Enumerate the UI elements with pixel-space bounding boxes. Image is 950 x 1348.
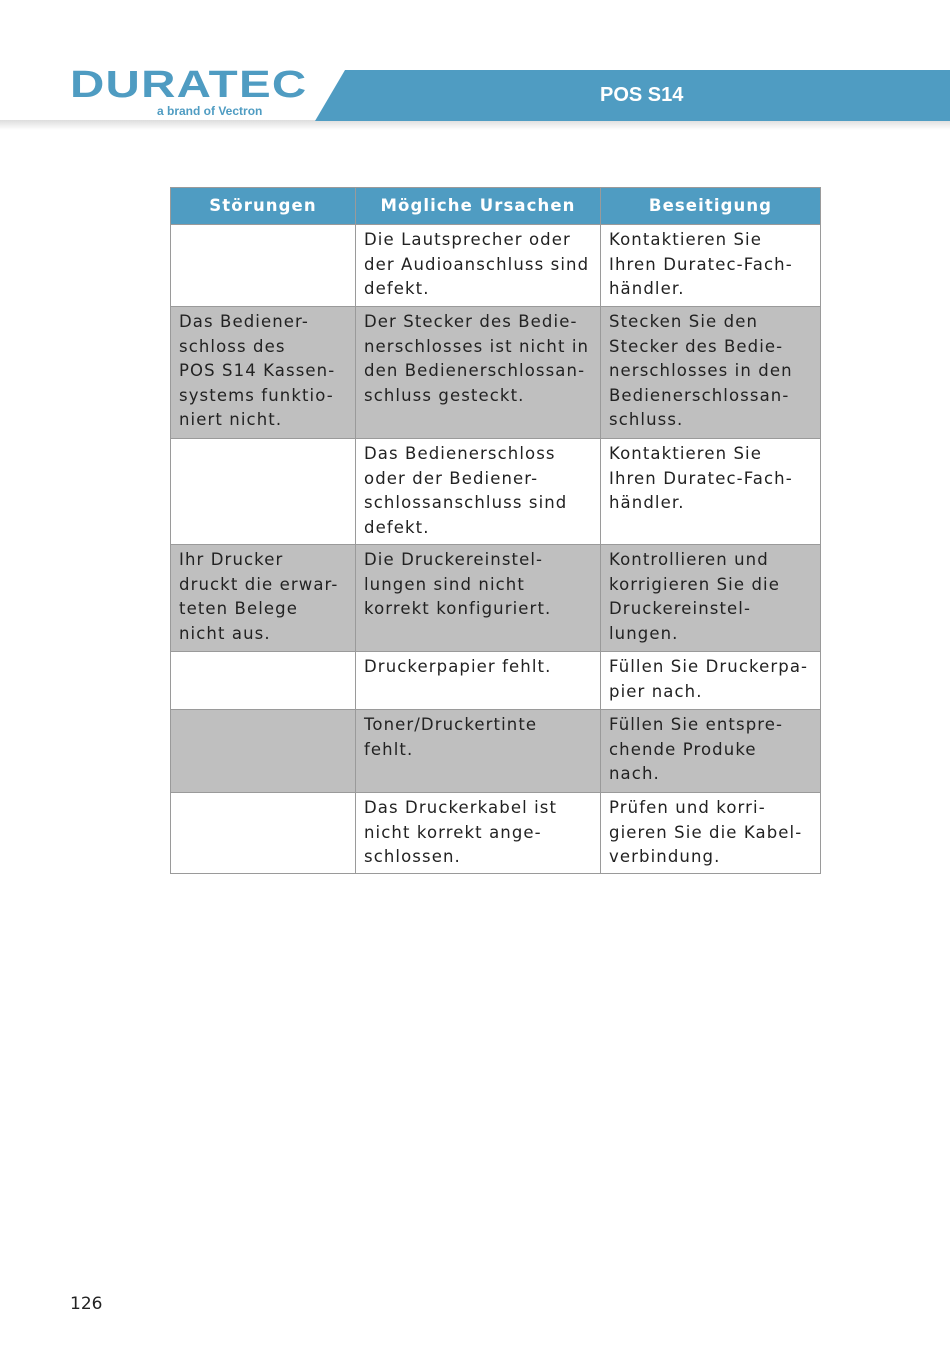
cause-cell: Der Stecker des Bedie- nerschlosses ist nicht in den Bedienerschlossan- schluss gesteckt. [356, 307, 601, 439]
problem-cell [171, 225, 356, 307]
table-row [171, 225, 821, 307]
problem-cell [171, 710, 356, 793]
cause-cell: Das Druckerkabel ist nicht korrekt ange- schlossen. [356, 793, 601, 874]
header-beseitigung: Beseitigung [601, 188, 821, 225]
cause-cell: Das Bedienerschloss oder der Bediener- schlossanschluss sind defekt. [356, 439, 601, 545]
header-shadow [0, 120, 950, 130]
problem-cell: Ihr Drucker druckt die erwar- teten Belege nicht aus. [171, 545, 356, 652]
problem-cell [171, 793, 356, 874]
table-row [171, 652, 821, 710]
table-header-row [171, 188, 821, 225]
troubleshooting-table [170, 187, 821, 874]
solution-cell: Kontaktieren Sie Ihren Duratec-Fach- händler. [601, 225, 821, 307]
cause-cell: Die Druckereinstel- lungen sind nicht korrekt konfiguriert. [356, 545, 601, 652]
brand-tagline: a brand of Vectron [157, 104, 263, 118]
table-row [171, 545, 821, 652]
table-row [171, 439, 821, 545]
cause-cell: Die Lautsprecher oder der Audioanschluss sind defekt. [356, 225, 601, 307]
solution-cell: Füllen Sie Druckerpa- pier nach. [601, 652, 821, 710]
table-row [171, 793, 821, 874]
problem-cell: Das Bediener- schloss des POS S14 Kassen- systems funktio- niert nicht. [171, 307, 356, 439]
problem-cell [171, 652, 356, 710]
duratec-logo: DURATEC [70, 64, 308, 106]
page-number: 126 [70, 1294, 103, 1314]
solution-cell: Kontrollieren und korrigieren Sie die Druckereinstel- lungen. [601, 545, 821, 652]
solution-cell: Füllen Sie entspre- chende Produke nach. [601, 710, 821, 793]
solution-cell: Kontaktieren Sie Ihren Duratec-Fach- händler. [601, 439, 821, 545]
page-title: POS S14 [600, 84, 684, 106]
header-stoerungen: Störungen [171, 188, 356, 225]
problem-cell [171, 439, 356, 545]
solution-cell: Prüfen und korri- gieren Sie die Kabel- verbindung. [601, 793, 821, 874]
cause-cell: Toner/Druckertinte fehlt. [356, 710, 601, 793]
solution-cell: Stecken Sie den Stecker des Bedie- nerschlosses in den Bedienerschlossan- schluss. [601, 307, 821, 439]
table-row [171, 710, 821, 793]
table-row [171, 307, 821, 439]
header-ursachen: Mögliche Ursachen [356, 188, 601, 225]
cause-cell: Druckerpapier fehlt. [356, 652, 601, 710]
